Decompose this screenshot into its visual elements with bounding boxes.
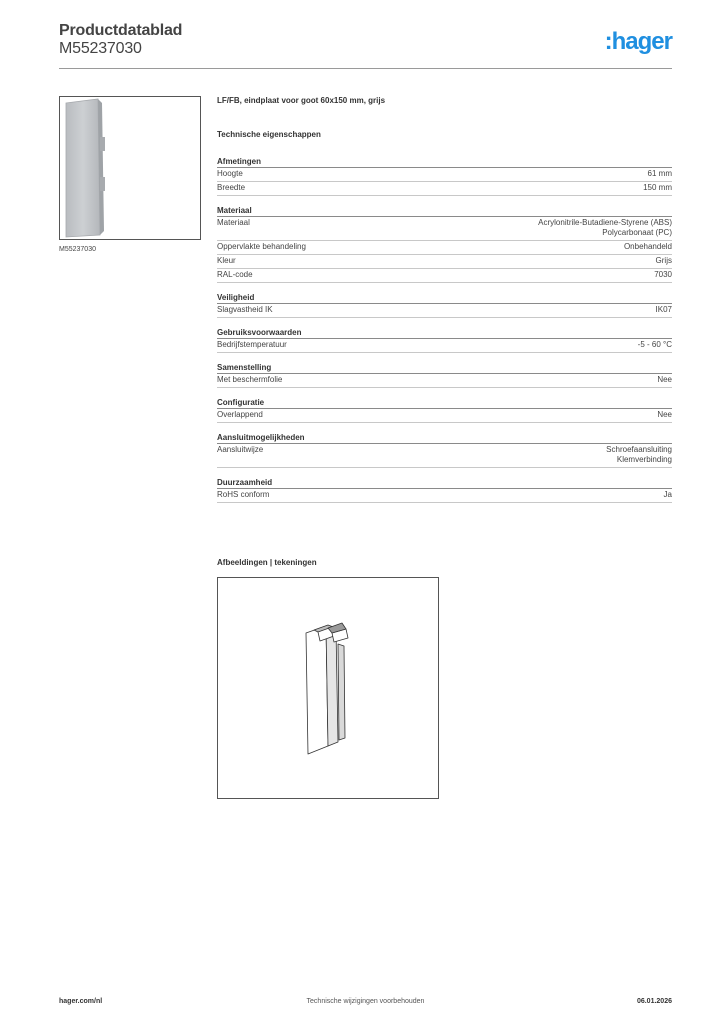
spec-label: Overlappend	[217, 410, 263, 419]
spec-label: Breedte	[217, 183, 246, 192]
spec-label: Bedrijfstemperatuur	[217, 340, 287, 349]
product-number: M55237030	[59, 40, 142, 57]
spec-value: Ja	[663, 490, 672, 499]
spec-label: Kleur	[217, 256, 236, 265]
spec-group	[217, 326, 672, 353]
footer-website-link[interactable]: hager.com/nl	[59, 998, 103, 1005]
spec-group	[217, 476, 672, 503]
spec-row	[217, 339, 672, 353]
spec-row	[217, 304, 672, 318]
spec-row	[217, 374, 672, 388]
spec-group	[217, 431, 672, 468]
spec-group-title: Materiaal	[217, 204, 672, 217]
spec-row	[217, 241, 672, 255]
spec-value: Nee	[657, 410, 672, 419]
images-heading: Afbeeldingen | tekeningen	[217, 558, 317, 567]
technical-properties-heading: Technische eigenschappen	[217, 130, 321, 139]
product-description: LF/FB, eindplaat voor goot 60x150 mm, grijs	[217, 96, 386, 105]
spec-group-title: Aansluitmogelijkheden	[217, 431, 672, 444]
spec-row	[217, 168, 672, 182]
spec-row	[217, 489, 672, 503]
spec-value: Onbehandeld	[623, 242, 672, 251]
spec-group	[217, 155, 672, 196]
spec-value: 7030	[654, 270, 672, 279]
spec-value: 150 mm	[643, 183, 672, 192]
spec-row	[217, 255, 672, 269]
spec-value: IK07	[655, 305, 672, 314]
spec-label: RAL-code	[217, 270, 253, 279]
product-image-caption: M55237030	[59, 246, 96, 253]
spec-group-title: Configuratie	[217, 396, 672, 409]
spec-group-title: Samenstelling	[217, 361, 672, 374]
spec-group	[217, 396, 672, 423]
spec-label: Met beschermfolie	[217, 375, 283, 384]
spec-row	[217, 444, 672, 468]
spec-group-title: Veiligheid	[217, 291, 672, 304]
footer-date: 06.01.2026	[636, 998, 672, 1005]
document-title: Productdatablad	[59, 22, 183, 39]
spec-row	[217, 269, 672, 283]
header-divider	[59, 68, 672, 69]
spec-value: Schroefaansluiting Klemverbinding	[606, 445, 672, 464]
spec-group-title: Afmetingen	[217, 155, 672, 168]
spec-value: -5 - 60 °C	[637, 340, 672, 349]
spec-row	[217, 409, 672, 423]
spec-label: Materiaal	[217, 218, 250, 227]
spec-value: 61 mm	[647, 169, 672, 178]
spec-row	[217, 182, 672, 196]
spec-value: Nee	[657, 375, 672, 384]
product-image	[59, 96, 201, 240]
spec-groups	[217, 155, 672, 503]
hager-logo: :hager	[604, 28, 672, 55]
specifications	[217, 96, 672, 511]
spec-group	[217, 204, 672, 283]
end-plate-photo	[60, 97, 200, 239]
spec-label: Slagvastheid IK	[217, 305, 273, 314]
document-header	[59, 22, 672, 70]
spec-group	[217, 361, 672, 388]
spec-group-title: Gebruiksvoorwaarden	[217, 326, 672, 339]
technical-drawing	[217, 577, 439, 799]
spec-value: Acrylonitrile-Butadiene-Styrene (ABS) Polycarbonaat (PC)	[538, 218, 672, 237]
spec-label: Aansluitwijze	[217, 445, 264, 454]
spec-group-title: Duurzaamheid	[217, 476, 672, 489]
footer-disclaimer: Technische wijzigingen voorbehouden	[306, 998, 425, 1005]
spec-label: Hoogte	[217, 169, 243, 178]
end-plate-drawing	[218, 578, 438, 798]
spec-row	[217, 217, 672, 241]
spec-label: RoHS conform	[217, 490, 270, 499]
spec-label: Oppervlakte behandeling	[217, 242, 306, 251]
spec-group	[217, 291, 672, 318]
spec-value: Grijs	[655, 256, 672, 265]
